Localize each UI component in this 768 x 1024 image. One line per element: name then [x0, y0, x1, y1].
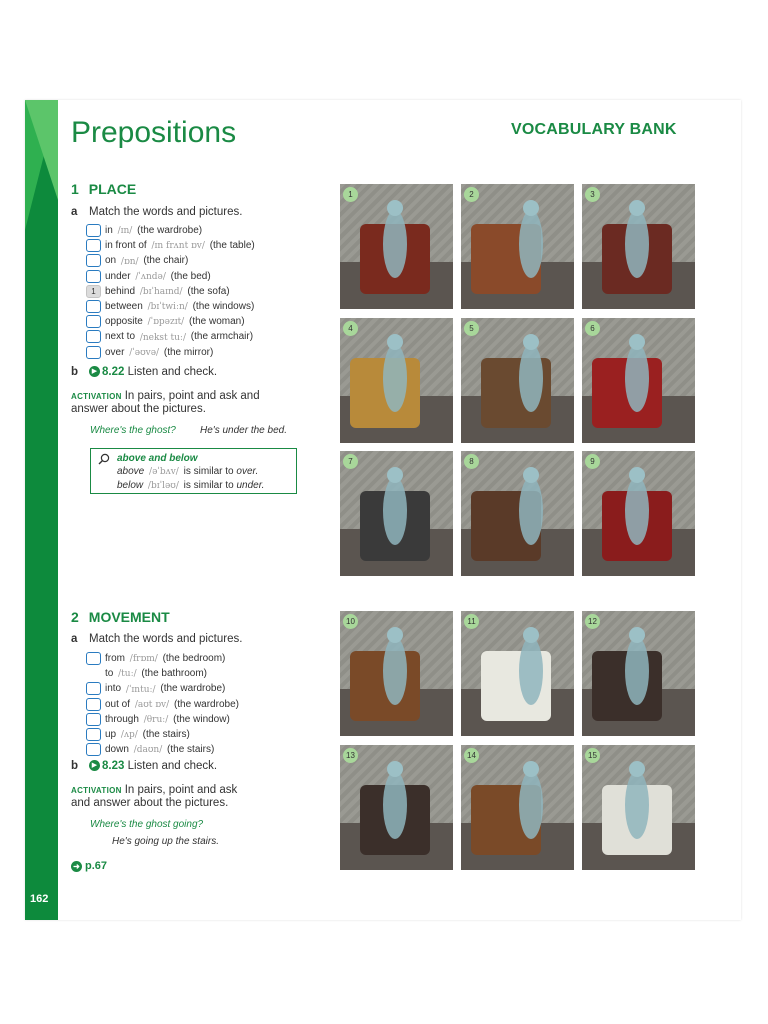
woman-ghost-illustration — [461, 451, 574, 576]
vocabulary-bank-label: VOCABULARY BANK — [511, 121, 677, 138]
place-item — [86, 330, 253, 344]
context: (the bathroom) — [141, 668, 208, 680]
armchair-ghost-illustration — [582, 318, 695, 443]
page-number: 162 — [30, 893, 49, 905]
context: (the table) — [209, 240, 255, 252]
ghost-head — [629, 334, 645, 350]
preposition-word: from — [105, 653, 125, 665]
ghost-shape — [625, 210, 649, 278]
place-instruction-a: a Match the words and pictures. — [71, 206, 243, 218]
phonetic: /ʌp/ — [120, 730, 138, 741]
ghost-shape — [519, 344, 543, 412]
answer-box[interactable] — [86, 254, 101, 267]
place-question: Where's the ghost? — [90, 425, 176, 436]
answer-box[interactable] — [86, 346, 101, 359]
context: (the window) — [173, 713, 230, 725]
phonetic: /ˈɪntuː/ — [125, 684, 156, 695]
context: (the wardrobe) — [137, 225, 203, 237]
context: (the chair) — [143, 255, 189, 267]
answer-box[interactable]: 1 — [86, 285, 101, 298]
place-activation: ACTIVATION In pairs, point and ask and answer about the pictures. — [71, 390, 260, 415]
phonetic: /ˈɒpəzɪt/ — [147, 317, 185, 328]
movement-item — [86, 667, 207, 681]
section-movement-heading: 2 MOVEMENT — [71, 609, 170, 625]
preposition-word: under — [105, 270, 131, 282]
chair-ghost-illustration — [582, 451, 695, 576]
arrow-right-icon: ➜ — [71, 861, 82, 872]
answer-box[interactable] — [86, 698, 101, 711]
place-item — [86, 239, 255, 253]
phonetic: /θruː/ — [143, 714, 169, 725]
picture-number: 14 — [464, 748, 479, 763]
page-link[interactable]: ➜ p.67 — [71, 860, 107, 872]
preposition-word: out of — [105, 698, 131, 710]
movement-item — [86, 728, 190, 742]
place-item — [86, 285, 230, 299]
place-item — [86, 300, 254, 314]
answer-box[interactable] — [86, 728, 101, 741]
ghost-head — [523, 627, 539, 643]
movement-instruction-b: b ▶ 8.23 Listen and check. — [71, 760, 218, 772]
ghost-head — [387, 761, 403, 777]
preposition-word: in — [105, 225, 113, 237]
preposition-word: opposite — [105, 316, 143, 328]
section-place-heading: 1 PLACE — [71, 181, 137, 197]
bed-ghost-illustration — [582, 184, 695, 309]
context: (the armchair) — [190, 331, 254, 343]
preposition-word: up — [105, 729, 117, 741]
ghost-shape — [383, 344, 407, 412]
context: (the mirror) — [163, 346, 214, 358]
context: (the bedroom) — [162, 653, 226, 665]
picture-number: 9 — [585, 454, 600, 469]
ghost-head — [523, 761, 539, 777]
mirror-ghost-illustration — [340, 318, 453, 443]
place-item — [86, 254, 188, 268]
ghost-shape — [625, 637, 649, 705]
answer-box[interactable] — [86, 330, 101, 343]
ghost-shape — [625, 771, 649, 839]
picture-number: 7 — [343, 454, 358, 469]
movement-answer: He's going up the stairs. — [112, 836, 219, 847]
movement-item — [86, 682, 225, 696]
picture-number: 10 — [343, 614, 358, 629]
bathroom-ghost-illustration — [461, 611, 574, 736]
place-item — [86, 224, 202, 238]
wardrobe-enter-illustration — [461, 745, 574, 870]
ghost-head — [629, 627, 645, 643]
context: (the stairs) — [167, 744, 215, 756]
context: (the wardrobe) — [160, 683, 226, 695]
green-sidebar — [25, 100, 58, 920]
ghost-shape — [519, 477, 543, 545]
context: (the wardrobe) — [173, 698, 239, 710]
phonetic: /ˈəʊvə/ — [129, 347, 160, 358]
ghost-head — [387, 200, 403, 216]
table-ghost-illustration — [461, 318, 574, 443]
movement-activation: ACTIVATION In pairs, point and ask and answer about the pictures. — [71, 784, 238, 809]
place-item — [86, 270, 211, 284]
page-title: Prepositions — [71, 116, 237, 149]
picture-number: 2 — [464, 187, 479, 202]
answer-box[interactable] — [86, 315, 101, 328]
picture-number: 5 — [464, 321, 479, 336]
movement-item — [86, 713, 230, 727]
phonetic: /ɒn/ — [120, 256, 139, 267]
phonetic: /bɪˈtwiːn/ — [147, 302, 188, 313]
context: (the sofa) — [187, 285, 230, 297]
movement-item — [86, 652, 225, 666]
picture-number: 15 — [585, 748, 600, 763]
ghost-head — [387, 467, 403, 483]
ghost-head — [523, 334, 539, 350]
answer-box — [86, 667, 101, 680]
preposition-word: between — [105, 301, 143, 313]
ghost-head — [523, 200, 539, 216]
ghost-shape — [519, 771, 543, 839]
above-below-note: above and below above /əˈbʌv/ is similar to over. below /bɪˈləʊ/ is similar to under. — [90, 448, 297, 494]
stairs-up-illustration — [340, 745, 453, 870]
sofa-ghost-illustration — [340, 184, 453, 309]
picture-number: 4 — [343, 321, 358, 336]
ghost-shape — [383, 477, 407, 545]
phonetic: /ɪn/ — [117, 226, 133, 237]
answer-box[interactable] — [86, 270, 101, 283]
ghost-head — [387, 334, 403, 350]
place-instruction-b: b ▶ 8.22 Listen and check. — [71, 366, 218, 378]
preposition-word: to — [105, 668, 114, 680]
preposition-word: in front of — [105, 240, 147, 252]
movement-item — [86, 743, 214, 757]
context: (the woman) — [189, 316, 245, 328]
phonetic: /aʊt ɒv/ — [134, 699, 170, 710]
wardrobe-exit-illustration — [340, 611, 453, 736]
phonetic: /tuː/ — [118, 669, 137, 680]
picture-number: 12 — [585, 614, 600, 629]
movement-question: Where's the ghost going? — [90, 819, 204, 830]
ghost-shape — [519, 637, 543, 705]
ghost-shape — [519, 210, 543, 278]
picture-number: 6 — [585, 321, 600, 336]
context: (the bed) — [170, 270, 211, 282]
ghost-shape — [625, 344, 649, 412]
answer-box[interactable] — [86, 682, 101, 695]
context: (the windows) — [192, 301, 255, 313]
window-ghost-illustration — [582, 745, 695, 870]
picture-number: 13 — [343, 748, 358, 763]
place-item — [86, 315, 245, 329]
answer-box[interactable] — [86, 239, 101, 252]
ghost-shape — [383, 210, 407, 278]
ghost-head — [523, 467, 539, 483]
movement-instruction-a: a Match the words and pictures. — [71, 633, 243, 645]
answer-box[interactable] — [86, 743, 101, 756]
preposition-word: through — [105, 713, 139, 725]
answer-box[interactable] — [86, 300, 101, 313]
audio-icon[interactable]: ▶ — [89, 366, 100, 377]
answer-box[interactable] — [86, 713, 101, 726]
phonetic: /frɒm/ — [129, 654, 158, 665]
movement-item — [86, 698, 239, 712]
context: (the stairs) — [142, 729, 190, 741]
audio-icon[interactable]: ▶ — [89, 760, 100, 771]
picture-number: 8 — [464, 454, 479, 469]
picture-number: 11 — [464, 614, 479, 629]
wardrobe-ghost-illustration — [461, 184, 574, 309]
picture-number: 1 — [343, 187, 358, 202]
ghost-head — [629, 761, 645, 777]
preposition-word: behind — [105, 285, 136, 297]
ghost-shape — [383, 771, 407, 839]
place-item — [86, 346, 213, 360]
ghost-head — [629, 467, 645, 483]
preposition-word: down — [105, 744, 129, 756]
ghost-shape — [383, 637, 407, 705]
phonetic: /nekst tuː/ — [139, 332, 186, 343]
windows-ghost-illustration — [340, 451, 453, 576]
picture-number: 3 — [585, 187, 600, 202]
answer-box[interactable] — [86, 224, 101, 237]
preposition-word: into — [105, 683, 122, 695]
phonetic: /daʊn/ — [133, 745, 163, 756]
phonetic: /bɪˈhaɪnd/ — [139, 286, 183, 297]
phonetic: /ˈʌndə/ — [135, 271, 166, 282]
preposition-word: on — [105, 255, 117, 267]
ghost-head — [387, 627, 403, 643]
preposition-word: next to — [105, 331, 136, 343]
ghost-shape — [625, 477, 649, 545]
answer-box[interactable] — [86, 652, 101, 665]
place-answer: He's under the bed. — [200, 425, 287, 436]
magnifier-icon — [98, 453, 110, 469]
ghost-head — [629, 200, 645, 216]
phonetic: /ɪn frʌnt ɒv/ — [151, 241, 205, 252]
preposition-word: over — [105, 346, 125, 358]
stairs-down-illustration — [582, 611, 695, 736]
